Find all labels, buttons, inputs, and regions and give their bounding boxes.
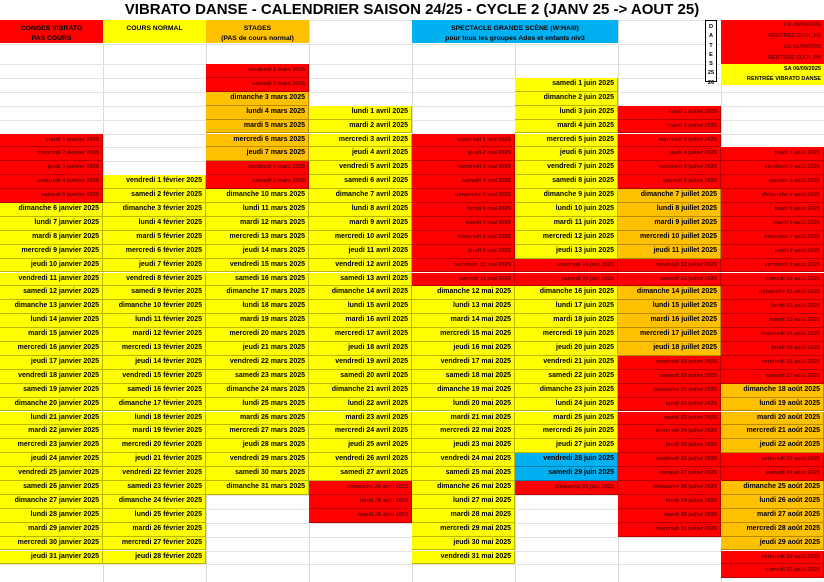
day-cell-août-11: dimanche 11 août 2025 [721, 286, 824, 300]
day-cell-mars-12: mardi 12 mars 2025 [206, 217, 309, 231]
day-cell-juillet-24: mercredi 24 juillet 2025 [618, 425, 721, 439]
day-cell-août-28: mercredi 28 août 2025 [721, 523, 824, 537]
day-cell-mai-2: jeudi 2 mai 2025 [412, 147, 515, 161]
day-cell-août-30: vendredi 30 août 2025 [721, 551, 824, 565]
day-cell-juin-26: mercredi 26 juin 2025 [515, 425, 618, 439]
day-cell-avril-24: mercredi 24 avril 2025 [309, 425, 412, 439]
day-cell-février-21: jeudi 21 février 2025 [103, 453, 206, 467]
day-cell-avril-13: samedi 13 avril 2025 [309, 273, 412, 287]
day-cell-juillet-3: mercredi 3 juillet 2025 [618, 134, 721, 148]
grid-hline [0, 64, 824, 65]
day-cell-février-2: samedi 2 février 2025 [103, 189, 206, 203]
day-cell-août-22: jeudi 22 août 2025 [721, 439, 824, 453]
note-3: LU 01/09/2025 [721, 42, 824, 52]
day-cell-mai-11: samedi 11 mai 2025 [412, 273, 515, 287]
day-cell-mai-31: vendredi 31 mai 2025 [412, 551, 515, 565]
day-cell-février-17: dimanche 17 février 2025 [103, 398, 206, 412]
day-cell-mars-27: mercredi 27 mars 2025 [206, 425, 309, 439]
day-cell-février-22: vendredi 22 février 2025 [103, 467, 206, 481]
day-cell-juillet-7: dimanche 7 juillet 2025 [618, 189, 721, 203]
day-cell-juin-14: vendredi 14 juin 2025 [515, 259, 618, 273]
day-cell-août-10: samedi 10 août 2025 [721, 273, 824, 287]
note-1: LU 28/06/2026 [721, 20, 824, 30]
day-cell-août-18: dimanche 18 août 2025 [721, 384, 824, 398]
day-cell-juin-20: jeudi 20 juin 2025 [515, 342, 618, 356]
day-cell-mars-3: dimanche 3 mars 2025 [206, 92, 309, 106]
dates-letter: D [708, 24, 714, 30]
day-cell-mars-29: vendredi 29 mars 2025 [206, 453, 309, 467]
day-cell-mars-7: jeudi 7 mars 2025 [206, 147, 309, 161]
day-cell-mai-14: mardi 14 mai 2025 [412, 314, 515, 328]
day-cell-mai-28: mardi 28 mai 2025 [412, 509, 515, 523]
day-cell-janvier-8: mardi 8 janvier 2025 [0, 231, 103, 245]
day-cell-mars-1: vendredi 1 mars 2025 [206, 64, 309, 78]
day-cell-février-15: vendredi 15 février 2025 [103, 370, 206, 384]
day-cell-mai-29: mercredi 29 mai 2025 [412, 523, 515, 537]
day-cell-mai-7: mardi 7 mai 2025 [412, 217, 515, 231]
day-cell-février-26: mardi 26 février 2025 [103, 523, 206, 537]
day-cell-mars-14: jeudi 14 mars 2025 [206, 245, 309, 259]
day-cell-mai-9: jeudi 9 mai 2025 [412, 245, 515, 259]
day-cell-juin-18: mardi 18 juin 2025 [515, 314, 618, 328]
day-cell-mai-8: mercredi 8 mai 2025 [412, 231, 515, 245]
day-cell-avril-3: mercredi 3 avril 2025 [309, 134, 412, 148]
day-cell-janvier-1: mardi 1 janvier 2025 [0, 134, 103, 148]
day-cell-mars-24: dimanche 24 mars 2025 [206, 384, 309, 398]
day-cell-mars-8: vendredi 8 mars 2025 [206, 161, 309, 175]
day-cell-juillet-19: vendredi 19 juillet 2025 [618, 356, 721, 370]
grid-hline [0, 92, 824, 93]
day-cell-janvier-25: vendredi 25 janvier 2025 [0, 467, 103, 481]
day-cell-mars-10: dimanche 10 mars 2025 [206, 189, 309, 203]
day-cell-mai-19: dimanche 19 mai 2025 [412, 384, 515, 398]
day-cell-juillet-10: mercredi 10 juillet 2025 [618, 231, 721, 245]
day-cell-janvier-28: lundi 28 janvier 2025 [0, 509, 103, 523]
day-cell-mars-22: vendredi 22 mars 2025 [206, 356, 309, 370]
day-cell-juin-7: vendredi 7 juin 2025 [515, 161, 618, 175]
day-cell-mars-9: samedi 9 mars 2025 [206, 175, 309, 189]
day-cell-juillet-9: mardi 9 juillet 2025 [618, 217, 721, 231]
day-cell-juin-23: dimanche 23 juin 2025 [515, 384, 618, 398]
day-cell-avril-27: samedi 27 avril 2025 [309, 467, 412, 481]
day-cell-juillet-27: samedi 27 juillet 2025 [618, 467, 721, 481]
day-cell-juin-6: jeudi 6 juin 2025 [515, 147, 618, 161]
day-cell-août-5: lundi 5 août 2025 [721, 203, 824, 217]
day-cell-juillet-1: lundi 1 juillet 2025 [618, 106, 721, 120]
day-cell-juin-24: lundi 24 juin 2025 [515, 398, 618, 412]
legend-2 [103, 20, 206, 43]
day-cell-février-19: mardi 19 février 2025 [103, 425, 206, 439]
page-title: VIBRATO DANSE - CALENDRIER SAISON 24/25 - CYCLE 2 (JANV 25 -> AOUT 25) [124, 1, 700, 18]
day-cell-mai-26: dimanche 26 mai 2025 [412, 481, 515, 495]
day-cell-janvier-10: jeudi 10 janvier 2025 [0, 259, 103, 273]
day-cell-juillet-22: lundi 22 juillet 2025 [618, 398, 721, 412]
day-cell-août-20: mardi 20 août 2025 [721, 412, 824, 426]
day-cell-juillet-29: lundi 29 juillet 2025 [618, 495, 721, 509]
day-cell-mars-15: vendredi 15 mars 2025 [206, 259, 309, 273]
day-cell-avril-15: lundi 15 avril 2025 [309, 300, 412, 314]
day-cell-juin-25: mardi 25 juin 2025 [515, 412, 618, 426]
day-cell-juillet-15: lundi 15 juillet 2025 [618, 300, 721, 314]
day-cell-août-1: jeudi 1 août 2025 [721, 147, 824, 161]
day-cell-février-23: samedi 23 février 2025 [103, 481, 206, 495]
day-cell-mars-25: lundi 25 mars 2025 [206, 398, 309, 412]
day-cell-juillet-18: jeudi 18 juillet 2025 [618, 342, 721, 356]
day-cell-juillet-17: mercredi 17 juillet 2025 [618, 328, 721, 342]
day-cell-janvier-5: samedi 5 janvier 2025 [0, 189, 103, 203]
day-cell-juin-15: samedi 15 juin 2025 [515, 273, 618, 287]
day-cell-février-7: jeudi 7 février 2025 [103, 259, 206, 273]
day-cell-janvier-15: mardi 15 janvier 2025 [0, 328, 103, 342]
day-cell-avril-19: vendredi 19 avril 2025 [309, 356, 412, 370]
note-5: SA 06/09/2025 [721, 64, 824, 74]
day-cell-avril-30: mardi 30 avril 2025 [309, 509, 412, 523]
day-cell-juin-8: samedi 8 juin 2025 [515, 175, 618, 189]
day-cell-juin-13: jeudi 13 juin 2025 [515, 245, 618, 259]
dates-letter: E [709, 51, 713, 58]
day-cell-juin-5: mercredi 5 juin 2025 [515, 134, 618, 148]
dates-letter: S [709, 61, 713, 68]
day-cell-août-25: dimanche 25 août 2025 [721, 481, 824, 495]
day-cell-août-13: mardi 13 août 2025 [721, 314, 824, 328]
day-cell-juin-11: mardi 11 juin 2025 [515, 217, 618, 231]
legend-line2: PAS COURS [31, 35, 72, 42]
day-cell-avril-4: jeudi 4 avril 2025 [309, 147, 412, 161]
day-cell-juin-19: mercredi 19 juin 2025 [515, 328, 618, 342]
day-cell-février-27: mercredi 27 février 2025 [103, 537, 206, 551]
day-cell-juillet-28: dimanche 28 juillet 2025 [618, 481, 721, 495]
day-cell-janvier-12: samedi 12 janvier 2025 [0, 286, 103, 300]
day-cell-avril-14: dimanche 14 avril 2025 [309, 286, 412, 300]
day-cell-février-4: lundi 4 février 2025 [103, 217, 206, 231]
day-cell-août-29: jeudi 29 août 2025 [721, 537, 824, 551]
day-cell-juillet-4: jeudi 4 juillet 2025 [618, 147, 721, 161]
day-cell-février-28: jeudi 28 février 2025 [103, 551, 206, 565]
day-cell-janvier-24: jeudi 24 janvier 2025 [0, 453, 103, 467]
day-cell-janvier-22: mardi 22 janvier 2025 [0, 425, 103, 439]
grid-hline [0, 44, 824, 45]
day-cell-février-24: dimanche 24 février 2025 [103, 495, 206, 509]
day-cell-mai-18: samedi 18 mai 2025 [412, 370, 515, 384]
day-cell-août-9: vendredi 9 août 2025 [721, 259, 824, 273]
day-cell-mai-10: vendredi 10 mai 2025 [412, 259, 515, 273]
day-cell-juin-29: samedi 29 juin 2025 [515, 467, 618, 481]
day-cell-juin-3: lundi 3 juin 2025 [515, 106, 618, 120]
day-cell-février-11: lundi 11 février 2025 [103, 314, 206, 328]
day-cell-mai-12: dimanche 12 mai 2025 [412, 286, 515, 300]
day-cell-janvier-26: samedi 26 janvier 2025 [0, 481, 103, 495]
day-cell-février-10: dimanche 10 février 2025 [103, 300, 206, 314]
legend-line1: SPECTACLE GRANDE SCÈNE (W:HAIII) [451, 25, 579, 32]
day-cell-mars-30: samedi 30 mars 2025 [206, 467, 309, 481]
day-cell-mars-28: jeudi 28 mars 2025 [206, 439, 309, 453]
day-cell-mars-16: samedi 16 mars 2025 [206, 273, 309, 287]
day-cell-mars-13: mercredi 13 mars 2025 [206, 231, 309, 245]
day-cell-janvier-16: mercredi 16 janvier 2025 [0, 342, 103, 356]
day-cell-mars-18: lundi 18 mars 2025 [206, 300, 309, 314]
day-cell-mai-17: vendredi 17 mai 2025 [412, 356, 515, 370]
day-cell-mars-4: lundi 4 mars 2025 [206, 106, 309, 120]
day-cell-février-12: mardi 12 février 2025 [103, 328, 206, 342]
day-cell-mai-1: mercredi 1 mai 2025 [412, 134, 515, 148]
note-2: RENTRÉE SCOL FR [721, 30, 824, 42]
day-cell-juin-16: dimanche 16 juin 2025 [515, 286, 618, 300]
day-cell-avril-28: dimanche 28 avril 2025 [309, 481, 412, 495]
day-cell-janvier-27: dimanche 27 janvier 2025 [0, 495, 103, 509]
legend-4 [412, 20, 618, 43]
day-cell-janvier-23: mercredi 23 janvier 2025 [0, 439, 103, 453]
day-cell-janvier-3: jeudi 3 janvier 2025 [0, 161, 103, 175]
day-cell-avril-29: lundi 29 avril 2025 [309, 495, 412, 509]
day-cell-mai-25: samedi 25 mai 2025 [412, 467, 515, 481]
day-cell-août-15: jeudi 15 août 2025 [721, 342, 824, 356]
day-cell-juillet-6: samedi 6 juillet 2025 [618, 175, 721, 189]
day-cell-août-16: vendredi 16 août 2025 [721, 356, 824, 370]
day-cell-avril-16: mardi 16 avril 2025 [309, 314, 412, 328]
day-cell-août-27: mardi 27 août 2025 [721, 509, 824, 523]
day-cell-avril-17: mercredi 17 avril 2025 [309, 328, 412, 342]
day-cell-août-19: lundi 19 août 2025 [721, 398, 824, 412]
day-cell-janvier-31: jeudi 31 janvier 2025 [0, 551, 103, 565]
day-cell-mai-6: lundi 6 mai 2025 [412, 203, 515, 217]
day-cell-mai-22: mercredi 22 mai 2025 [412, 425, 515, 439]
day-cell-juin-12: mercredi 12 juin 2025 [515, 231, 618, 245]
day-cell-mai-20: lundi 20 mai 2025 [412, 398, 515, 412]
legend-3 [206, 20, 309, 43]
day-cell-mai-4: samedi 4 mai 2025 [412, 175, 515, 189]
day-cell-février-9: samedi 9 février 2025 [103, 286, 206, 300]
day-cell-juin-21: vendredi 21 juin 2025 [515, 356, 618, 370]
note-4: RENTRÉE SCOL PR [721, 52, 824, 64]
day-cell-août-2: vendredi 2 août 2025 [721, 161, 824, 175]
day-cell-mars-31: dimanche 31 mars 2025 [206, 481, 309, 495]
day-cell-août-24: samedi 24 août 2025 [721, 467, 824, 481]
day-cell-février-18: lundi 18 février 2025 [103, 412, 206, 426]
day-cell-avril-10: mercredi 10 avril 2025 [309, 231, 412, 245]
day-cell-avril-7: dimanche 7 avril 2025 [309, 189, 412, 203]
day-cell-février-13: mercredi 13 février 2025 [103, 342, 206, 356]
day-cell-février-1: vendredi 1 février 2025 [103, 175, 206, 189]
day-cell-avril-9: mardi 9 avril 2025 [309, 217, 412, 231]
day-cell-mars-6: mercredi 6 mars 2025 [206, 134, 309, 148]
day-cell-juillet-25: jeudi 25 juillet 2025 [618, 439, 721, 453]
day-cell-juin-28: vendredi 28 juin 2025 [515, 453, 618, 467]
day-cell-avril-1: lundi 1 avril 2025 [309, 106, 412, 120]
day-cell-mai-15: mercredi 15 mai 2025 [412, 328, 515, 342]
legend-line1: COURS NORMAL [126, 25, 183, 32]
day-cell-août-8: jeudi 8 août 2025 [721, 245, 824, 259]
day-cell-janvier-2: mercredi 2 janvier 2025 [0, 147, 103, 161]
day-cell-juillet-5: vendredi 5 juillet 2025 [618, 161, 721, 175]
day-cell-avril-22: lundi 22 avril 2025 [309, 398, 412, 412]
day-cell-avril-11: jeudi 11 avril 2025 [309, 245, 412, 259]
day-cell-juillet-26: vendredi 26 juillet 2025 [618, 453, 721, 467]
grid-hline [0, 78, 824, 79]
day-cell-mai-3: vendredi 3 mai 2025 [412, 161, 515, 175]
day-cell-août-4: dimanche 4 août 2025 [721, 189, 824, 203]
day-cell-juillet-23: mardi 23 juillet 2025 [618, 412, 721, 426]
day-cell-avril-26: vendredi 26 avril 2025 [309, 453, 412, 467]
day-cell-janvier-19: samedi 19 janvier 2025 [0, 384, 103, 398]
day-cell-janvier-18: vendredi 18 janvier 2025 [0, 370, 103, 384]
day-cell-août-14: mercredi 14 août 2025 [721, 328, 824, 342]
dates-letter: T [709, 42, 713, 49]
dates-label-box [705, 20, 717, 86]
day-cell-avril-5: vendredi 5 avril 2025 [309, 161, 412, 175]
day-cell-février-20: mercredi 20 février 2025 [103, 439, 206, 453]
day-cell-avril-18: jeudi 18 avril 2025 [309, 342, 412, 356]
day-cell-janvier-7: lundi 7 janvier 2025 [0, 217, 103, 231]
day-cell-mai-21: mardi 21 mai 2025 [412, 412, 515, 426]
note-6: RENTRÉE VIBRATO DANSE [721, 73, 824, 85]
day-cell-janvier-4: vendredi 4 janvier 2025 [0, 175, 103, 189]
day-cell-mai-5: dimanche 5 mai 2025 [412, 189, 515, 203]
day-cell-mars-20: mercredi 20 mars 2025 [206, 328, 309, 342]
day-cell-juillet-20: samedi 20 juillet 2025 [618, 370, 721, 384]
day-cell-juillet-30: mardi 30 juillet 2025 [618, 509, 721, 523]
day-cell-juin-4: mardi 4 juin 2025 [515, 120, 618, 134]
day-cell-février-3: dimanche 3 février 2025 [103, 203, 206, 217]
day-cell-janvier-13: dimanche 13 janvier 2025 [0, 300, 103, 314]
day-cell-mars-19: mardi 19 mars 2025 [206, 314, 309, 328]
day-cell-avril-8: lundi 8 avril 2025 [309, 203, 412, 217]
day-cell-mai-27: lundi 27 mai 2025 [412, 495, 515, 509]
day-cell-juin-10: lundi 10 juin 2025 [515, 203, 618, 217]
day-cell-février-14: jeudi 14 février 2025 [103, 356, 206, 370]
day-cell-août-12: lundi 12 août 2025 [721, 300, 824, 314]
day-cell-juillet-12: vendredi 12 juillet 2025 [618, 259, 721, 273]
day-cell-mars-26: mardi 26 mars 2025 [206, 412, 309, 426]
day-cell-mai-16: jeudi 16 mai 2025 [412, 342, 515, 356]
day-cell-juin-22: samedi 22 juin 2025 [515, 370, 618, 384]
day-cell-janvier-9: mercredi 9 janvier 2025 [0, 245, 103, 259]
day-cell-juin-2: dimanche 2 juin 2025 [515, 92, 618, 106]
day-cell-janvier-11: vendredi 11 janvier 2025 [0, 273, 103, 287]
day-cell-août-3: samedi 3 août 2025 [721, 175, 824, 189]
day-cell-février-6: mercredi 6 février 2025 [103, 245, 206, 259]
day-cell-mai-13: lundi 13 mai 2025 [412, 300, 515, 314]
day-cell-août-7: mercredi 7 août 2025 [721, 231, 824, 245]
day-cell-juin-30: dimanche 30 juin 2025 [515, 481, 618, 495]
day-cell-mars-5: mardi 5 mars 2025 [206, 120, 309, 134]
day-cell-juin-1: samedi 1 juin 2025 [515, 78, 618, 92]
day-cell-janvier-14: lundi 14 janvier 2025 [0, 314, 103, 328]
day-cell-janvier-20: dimanche 20 janvier 2025 [0, 398, 103, 412]
day-cell-février-16: samedi 16 février 2025 [103, 384, 206, 398]
dates-letter: A [708, 33, 714, 40]
legend-1 [0, 20, 103, 43]
day-cell-juin-17: lundi 17 juin 2025 [515, 300, 618, 314]
day-cell-mai-23: jeudi 23 mai 2025 [412, 439, 515, 453]
day-cell-août-26: lundi 26 août 2025 [721, 495, 824, 509]
day-cell-avril-21: dimanche 21 avril 2025 [309, 384, 412, 398]
day-cell-juillet-11: jeudi 11 juillet 2025 [618, 245, 721, 259]
day-cell-mars-2: samedi 2 mars 2025 [206, 78, 309, 92]
day-cell-janvier-6: dimanche 6 janvier 2025 [0, 203, 103, 217]
day-cell-avril-25: jeudi 25 avril 2025 [309, 439, 412, 453]
legend-line1: CONGES VIBRATO [20, 25, 83, 32]
day-cell-juin-9: dimanche 9 juin 2025 [515, 189, 618, 203]
day-cell-juillet-13: samedi 13 juillet 2025 [618, 273, 721, 287]
day-cell-avril-6: samedi 6 avril 2025 [309, 175, 412, 189]
legend-line2: (PAS de cours normal) [221, 35, 294, 42]
day-cell-janvier-29: mardi 29 janvier 2025 [0, 523, 103, 537]
day-cell-août-23: vendredi 23 août 2025 [721, 453, 824, 467]
day-cell-mai-30: jeudi 30 mai 2025 [412, 537, 515, 551]
day-cell-mars-23: samedi 23 mars 2025 [206, 370, 309, 384]
day-cell-juillet-21: dimanche 21 juillet 2025 [618, 384, 721, 398]
day-cell-juin-27: jeudi 27 juin 2025 [515, 439, 618, 453]
day-cell-avril-23: mardi 23 avril 2025 [309, 412, 412, 426]
day-cell-août-31: samedi 31 août 2025 [721, 564, 824, 578]
day-cell-janvier-30: mercredi 30 janvier 2025 [0, 537, 103, 551]
day-cell-février-25: lundi 25 février 2025 [103, 509, 206, 523]
day-cell-août-21: mercredi 21 août 2025 [721, 425, 824, 439]
day-cell-août-6: mardi 6 août 2025 [721, 217, 824, 231]
day-cell-avril-20: samedi 20 avril 2025 [309, 370, 412, 384]
day-cell-août-17: samedi 17 août 2025 [721, 370, 824, 384]
legend-line1: STAGES [243, 25, 272, 32]
day-cell-mars-21: jeudi 21 mars 2025 [206, 342, 309, 356]
day-cell-janvier-17: jeudi 17 janvier 2025 [0, 356, 103, 370]
day-cell-juillet-31: mercredi 31 juillet 2025 [618, 523, 721, 537]
day-cell-juillet-2: mardi 2 juillet 2025 [618, 120, 721, 134]
dates-year-25: 25 [707, 70, 715, 77]
legend-line2: pour tous les groupes Ados et enfants niv3 [445, 35, 585, 42]
day-cell-février-8: vendredi 8 février 2025 [103, 273, 206, 287]
day-cell-juillet-8: lundi 8 juillet 2025 [618, 203, 721, 217]
day-cell-juillet-16: mardi 16 juillet 2025 [618, 314, 721, 328]
day-cell-avril-2: mardi 2 avril 2025 [309, 120, 412, 134]
dates-year-26: 26 [707, 79, 715, 86]
day-cell-avril-12: vendredi 12 avril 2025 [309, 259, 412, 273]
day-cell-février-5: mardi 5 février 2025 [103, 231, 206, 245]
day-cell-juillet-14: dimanche 14 juillet 2025 [618, 286, 721, 300]
day-cell-mars-11: lundi 11 mars 2025 [206, 203, 309, 217]
day-cell-janvier-21: lundi 21 janvier 2025 [0, 412, 103, 426]
day-cell-mars-17: dimanche 17 mars 2025 [206, 286, 309, 300]
day-cell-mai-24: vendredi 24 mai 2025 [412, 453, 515, 467]
